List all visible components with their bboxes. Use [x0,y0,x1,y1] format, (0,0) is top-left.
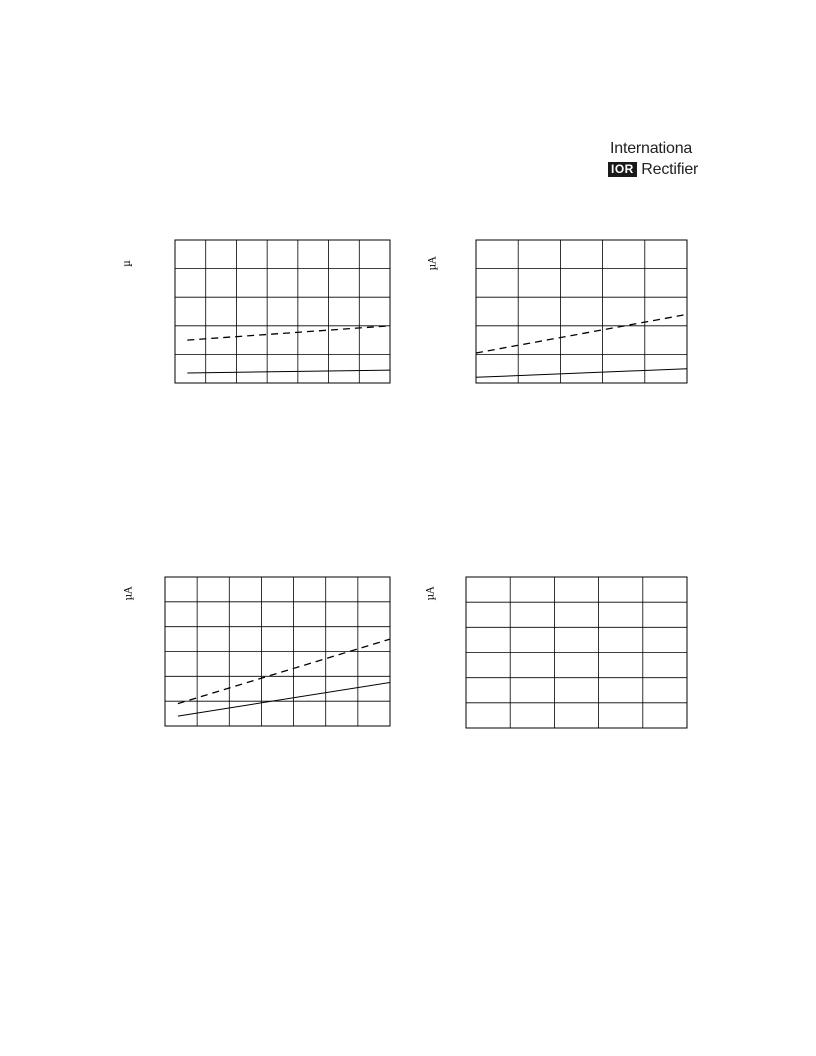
chart-1-ylabel: µ [121,260,133,267]
logo-text-rectifier: Rectifier [641,161,699,178]
chart-2-ylabel: µA [427,256,439,271]
logo-badge: IOR [608,162,637,177]
logo-text-international: Internationa [610,140,693,157]
chart-4-ylabel: µA [425,586,437,601]
chart-3-ylabel: µA [123,586,135,601]
